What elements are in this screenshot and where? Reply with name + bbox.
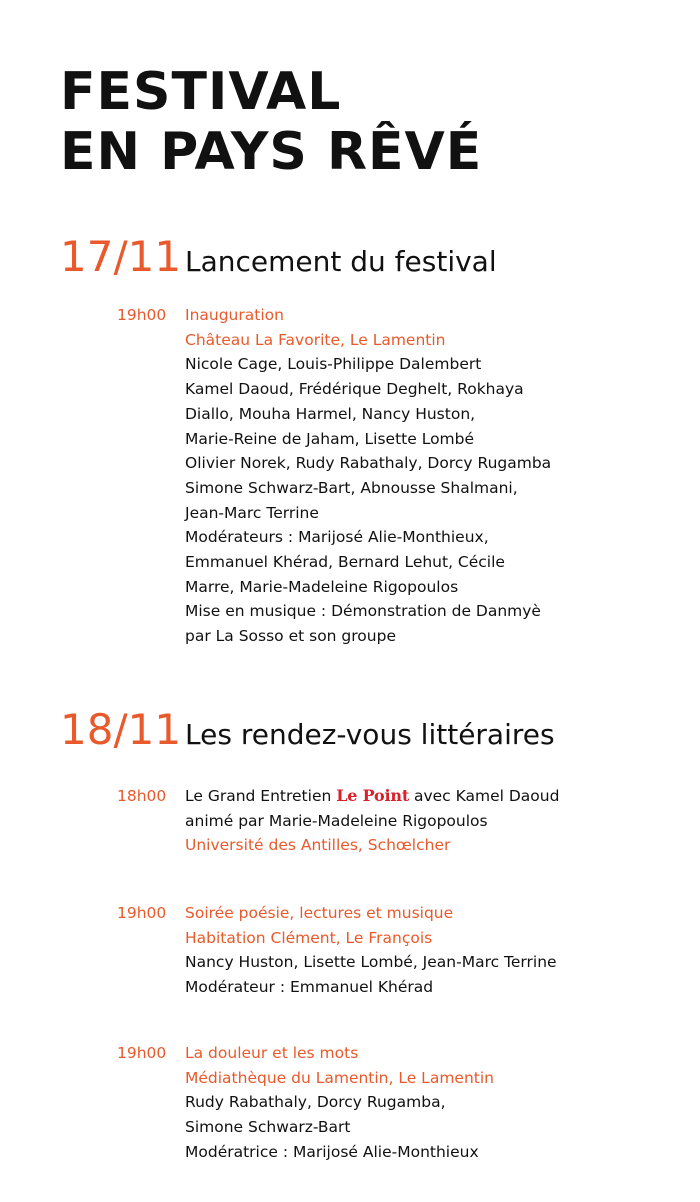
event-time: 18h00 (117, 787, 167, 805)
event-detail-line: Kamel Daoud, Frédérique Deghelt, Rokhaya (185, 380, 524, 399)
event-body (185, 1041, 665, 1165)
day-section-17-11 (60, 232, 680, 287)
event-venue: Université des Antilles, Schœlcher (185, 836, 451, 855)
event-detail-line: Modératrice : Marijosé Alie-Monthieux (185, 1142, 479, 1161)
le-point-logo: Le Point (336, 786, 410, 805)
event-detail-line: Olivier Norek, Rudy Rabathaly, Dorcy Rugamba (185, 454, 552, 473)
day-date: 17/11 (60, 232, 182, 281)
event-name: Soirée poésie, lectures et musique (185, 904, 454, 922)
event-title-text: Le Grand Entretien (185, 787, 337, 805)
event-body (185, 901, 665, 1000)
day-section-18-11 (60, 705, 680, 760)
event-detail-line: Modérateurs : Marijosé Alie-Monthieux, (185, 528, 489, 547)
event-detail-line: Diallo, Mouha Harmel, Nancy Huston, (185, 404, 476, 423)
event-detail-line: Simone Schwarz-Bart (185, 1118, 351, 1137)
event-detail-line: Marre, Marie-Madeleine Rigopoulos (185, 577, 459, 596)
event-grand-entretien (60, 784, 680, 858)
event-detail-line: par La Sosso et son groupe (185, 627, 396, 646)
festival-title (60, 62, 482, 182)
event-inauguration (60, 303, 680, 649)
event-detail-line: Nancy Huston, Lisette Lombé, Jean-Marc Terrine (185, 953, 557, 972)
event-name: La douleur et les mots (185, 1044, 359, 1062)
festival-title-line-1: FESTIVAL (60, 62, 342, 122)
day-title: Les rendez-vous littéraires (185, 718, 555, 751)
event-venue: Médiathèque du Lamentin, Le Lamentin (185, 1068, 494, 1087)
day-date: 18/11 (60, 705, 182, 754)
event-douleur-et-mots (60, 1041, 680, 1165)
event-title-line (185, 784, 665, 809)
event-detail-line: Marie-Reine de Jaham, Lisette Lombé (185, 429, 475, 448)
event-time: 19h00 (117, 1044, 167, 1062)
event-body (185, 784, 665, 858)
event-venue: Château La Favorite, Le Lamentin (185, 330, 446, 349)
event-body (185, 303, 665, 649)
event-title-text-after: avec Kamel Daoud (409, 787, 560, 805)
event-detail-line: Modérateur : Emmanuel Khérad (185, 978, 434, 997)
event-time: 19h00 (117, 904, 167, 922)
event-soiree-poesie (60, 901, 680, 1000)
day-header (60, 232, 680, 287)
event-venue: Habitation Clément, Le François (185, 928, 433, 947)
day-title: Lancement du festival (185, 245, 497, 278)
event-detail-line: Emmanuel Khérad, Bernard Lehut, Cécile (185, 553, 505, 572)
event-detail-line: Jean-Marc Terrine (185, 503, 319, 522)
event-detail-line: Rudy Rabathaly, Dorcy Rugamba, (185, 1093, 446, 1112)
festival-title-line-2: EN PAYS RÊVÉ (60, 122, 483, 182)
event-detail-line: animé par Marie-Madeleine Rigopoulos (185, 811, 488, 830)
event-detail-line: Mise en musique : Démonstration de Danmyè (185, 602, 541, 621)
event-detail-line: Simone Schwarz-Bart, Abnousse Shalmani, (185, 478, 518, 497)
day-header (60, 705, 680, 760)
event-name: Inauguration (185, 306, 284, 324)
event-detail-line: Nicole Cage, Louis-Philippe Dalembert (185, 355, 482, 374)
event-time: 19h00 (117, 306, 167, 324)
